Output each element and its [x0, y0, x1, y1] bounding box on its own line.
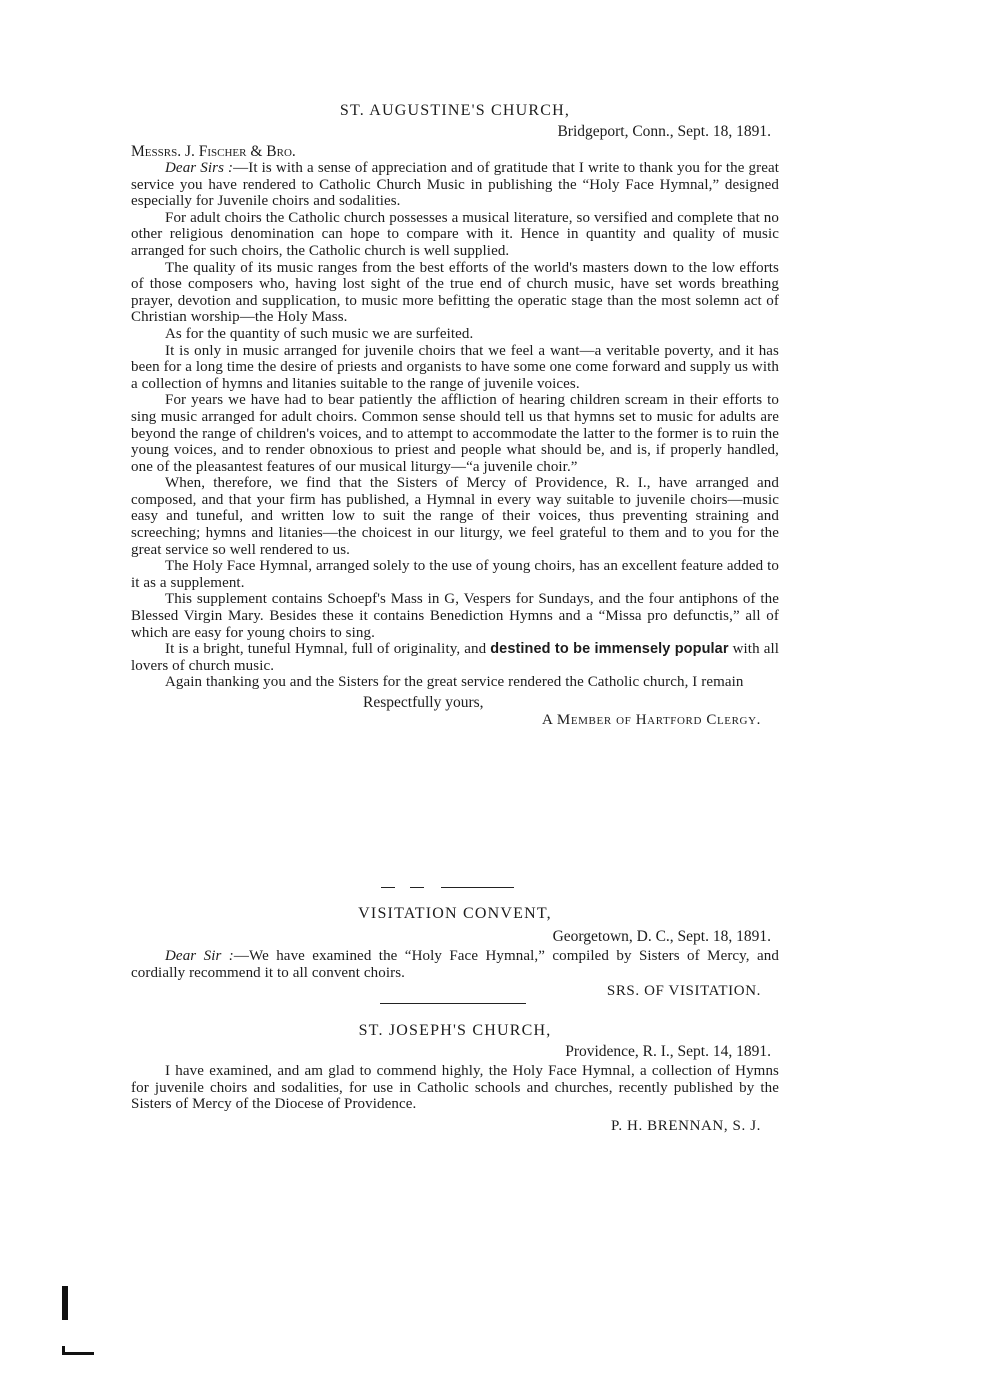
- letter-signature: P. H. BRENNAN, S. J.: [611, 1117, 761, 1134]
- letter-dateline: Bridgeport, Conn., Sept. 18, 1891.: [557, 123, 771, 140]
- letter-paragraph: The quality of its music ranges from the best efforts of the world's masters down to the low efforts of those composers who, having lost sight of the true end of church music, have set words breathing prayer, devotion and supplication, to music more befitting the operatic stage than the most solemn act of Christian worship—the Holy Mass.: [131, 259, 779, 326]
- letter-heading: ST. JOSEPH'S CHURCH,: [358, 1022, 552, 1039]
- salutation: Dear Sir :: [165, 948, 234, 964]
- letter-signature: [131, 711, 779, 729]
- letter-heading: VISITATION CONVENT,: [358, 905, 552, 922]
- letter-paragraph: When, therefore, we find that the Sisters of Mercy of Providence, R. I., have arranged and composed, and that your firm has published, a Hymnal in every way suitable to juvenile choirs—music easy and tuneful, and written low to suit the range of their voices, thus preventing straining and screeching; hymns and litanies—the choicest in our liturgy, we feel grateful to them and to you for the great service so well rendered to us.: [131, 475, 779, 558]
- separator-dash: [381, 887, 395, 888]
- paragraph-text: —It is with a sense of appreciation and of gratitude that I write to thank you for the great service you have rendered to Catholic Church Music in publishing the “Holy Face Hymnal,” designed especially for Juvenile choirs and sodalities.: [131, 160, 779, 210]
- signature-text: A Member of Hartford Clergy.: [541, 712, 761, 728]
- letter-st-joseph: [131, 1021, 779, 1135]
- paragraph-text: —We have examined the “Holy Face Hymnal,” compiled by Sisters of Mercy, and cordially recommend it to all convent choirs.: [131, 948, 780, 981]
- scan-mark: [62, 1352, 94, 1355]
- letter-paragraph: As for the quantity of such music we are surfeited.: [165, 325, 474, 342]
- paragraph-text: with all lovers of church music.: [131, 641, 779, 674]
- letter-dateline: Providence, R. I., Sept. 14, 1891.: [565, 1043, 771, 1060]
- letter-st-augustine: [131, 101, 779, 729]
- paragraph-text: It is a bright, tuneful Hymnal, full of originality, and: [165, 641, 491, 658]
- letter-signature: SRS. OF VISITATION.: [606, 983, 761, 1000]
- letter-closing: Respectfully yours,: [363, 694, 484, 711]
- letter-heading: ST. AUGUSTINE'S CHURCH,: [339, 102, 571, 119]
- letter-paragraph: For adult choirs the Catholic church possesses a musical literature, so versified and complete that no other religious denomination can hope to compare with it. Hence in quantity and quality of music arranged for such choirs, the Catholic church is well supplied.: [131, 209, 779, 259]
- letter-paragraph: For years we have had to bear patiently the affliction of hearing children scream in their efforts to sing music arranged for adult choirs. Common sense should tell us that hymns set to music for adults are beyond the range of children's voices, and to attempt to accommodate the latter to the former is to ruin the young voices, and to render obnoxious to priest and people what should be, and is, if properly handled, one of the pleasantest features of our musical liturgy—“a juvenile choir.”: [131, 392, 779, 475]
- letter-paragraph: [131, 948, 779, 981]
- emphasis-text: destined to be immensely popular: [490, 641, 729, 658]
- scan-mark: [62, 1286, 68, 1320]
- letter-dateline: Georgetown, D. C., Sept. 18, 1891.: [552, 928, 771, 945]
- separator-rule: [380, 1003, 526, 1004]
- letter-visitation-convent: [131, 904, 779, 1000]
- salutation: Dear Sirs :: [165, 160, 234, 176]
- letter-paragraph: The Holy Face Hymnal, arranged solely to the use of young choirs, has an excellent feature added to it as a supplement.: [131, 558, 779, 591]
- letter-addressee: [131, 143, 779, 160]
- addressee-text: Messrs. J. Fischer & Bro.: [131, 143, 296, 160]
- separator-rule: [441, 887, 514, 888]
- letter-paragraph: [131, 160, 779, 210]
- letter-paragraph: This supplement contains Schoepf's Mass in G, Vespers for Sundays, and the four antiphons of the Blessed Virgin Mary. Besides these it contains Benediction Hymns and a “Missa pro defunctis,” all of which are easy for young choirs to sing.: [131, 591, 779, 641]
- letter-paragraph: I have examined, and am glad to commend highly, the Holy Face Hymnal, a collection of Hymns for juvenile choirs and sodalities, for use in Catholic schools and churches, recently published by the Sisters of Mercy of the Diocese of Providence.: [131, 1063, 779, 1113]
- letter-paragraph: It is only in music arranged for juvenile choirs that we feel a want—a veritable poverty, and it has been for a long time the desire of priests and organists to have some one come forward and supply us with a collection of hymns and litanies suitable to the range of juvenile voices.: [131, 342, 779, 392]
- letter-paragraph: Again thanking you and the Sisters for the great service rendered the Catholic church, I remain: [165, 674, 744, 691]
- letter-paragraph: [131, 641, 779, 674]
- separator-dash: [410, 887, 424, 888]
